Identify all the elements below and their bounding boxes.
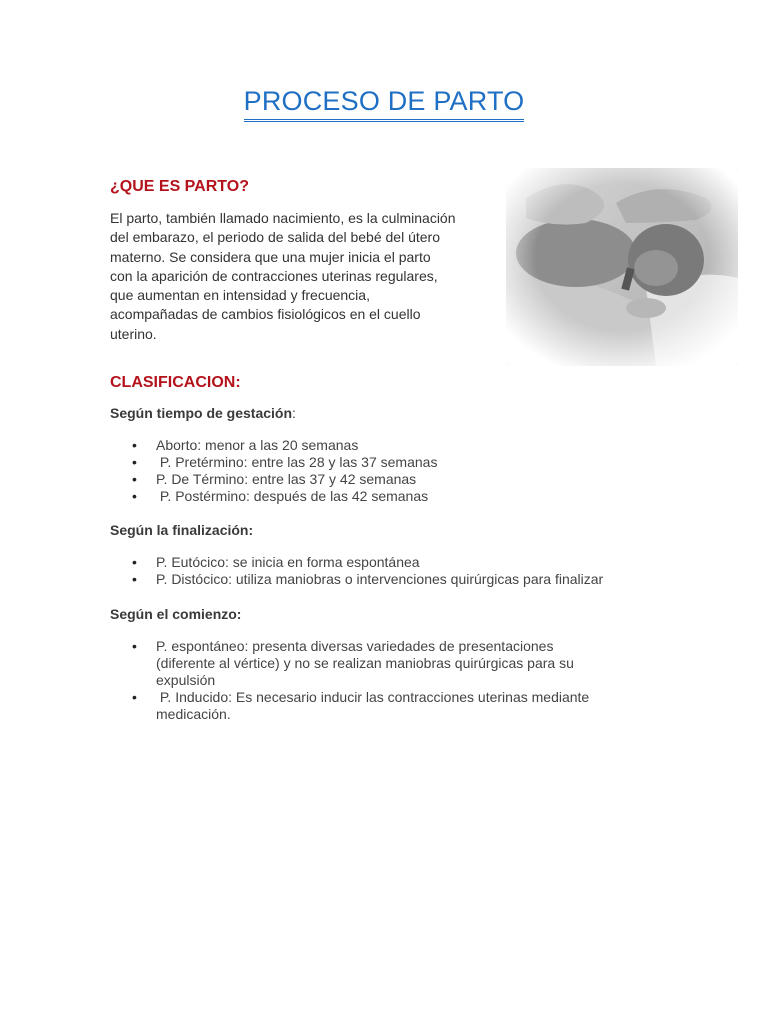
intro-line: que aumentan en intensidad y frecuencia, — [110, 287, 370, 304]
bullet-icon: • — [132, 471, 137, 487]
intro-line: del embarazo, el periodo de salida del bebé del útero — [110, 229, 441, 246]
subheading-gestacion — [110, 405, 296, 421]
bullet-icon: • — [132, 689, 137, 705]
intro-line: acompañadas de cambios fisiológicos en el cuello — [110, 306, 421, 323]
list-item — [110, 554, 603, 571]
list-item — [110, 454, 437, 471]
subheading-comienzo: Según el comienzo: — [110, 606, 242, 622]
list-item — [110, 437, 437, 454]
intro-line: uterino. — [110, 325, 157, 342]
intro-line: con la aparición de contracciones uterinas regulares, — [110, 267, 438, 284]
list-item-text: P. Postérmino: después de las 42 semanas — [156, 488, 429, 504]
intro-paragraph — [110, 209, 498, 344]
document-title: PROCESO DE PARTO — [244, 86, 525, 122]
section-heading-clasificacion: CLASIFICACION: — [110, 374, 241, 391]
list-item — [110, 571, 603, 588]
list-item — [110, 488, 437, 505]
comienzo-list — [110, 638, 589, 723]
bullet-icon: • — [132, 437, 137, 453]
subheading-colon: : — [292, 405, 296, 421]
bullet-icon: • — [132, 554, 137, 570]
intro-line: materno. Se considera que una mujer inicia el parto — [110, 248, 431, 265]
document-title-block — [0, 86, 768, 122]
finalizacion-list — [110, 554, 603, 588]
section-heading-que-es-parto: ¿QUE ES PARTO? — [110, 178, 249, 195]
list-item-text: P. Eutócico: se inicia en forma espontánea — [156, 554, 420, 570]
list-item-text: P. Pretérmino: entre las 28 y las 37 semanas — [156, 454, 438, 470]
bullet-icon: • — [132, 488, 137, 504]
list-item — [110, 471, 437, 488]
list-item-text: P. De Término: entre las 37 y 42 semanas — [156, 471, 417, 487]
list-item-text: Aborto: menor a las 20 semanas — [156, 437, 359, 453]
gestacion-list — [110, 437, 437, 505]
list-item — [110, 689, 589, 723]
list-item-line: expulsión — [156, 672, 216, 688]
bullet-icon: • — [132, 571, 137, 587]
list-item-text: P. Distócico: utiliza maniobras o intervenciones quirúrgicas para finalizar — [156, 571, 604, 587]
newborn-photo — [506, 168, 738, 366]
subheading-finalizacion: Según la finalización: — [110, 522, 254, 538]
bullet-icon: • — [132, 638, 137, 654]
bullet-icon: • — [132, 454, 137, 470]
intro-line: El parto, también llamado nacimiento, es la culminación — [110, 210, 456, 226]
list-item-line: (diferente al vértice) y no se realizan maniobras quirúrgicas para su — [156, 655, 574, 671]
list-item — [110, 638, 589, 689]
subheading-gestacion-label: Según tiempo de gestación — [110, 405, 293, 421]
list-item-line: medicación. — [156, 706, 231, 722]
list-item-line: P. Inducido: Es necesario inducir las contracciones uterinas mediante — [156, 689, 590, 705]
list-item-line: P. espontáneo: presenta diversas variedades de presentaciones — [156, 638, 554, 654]
